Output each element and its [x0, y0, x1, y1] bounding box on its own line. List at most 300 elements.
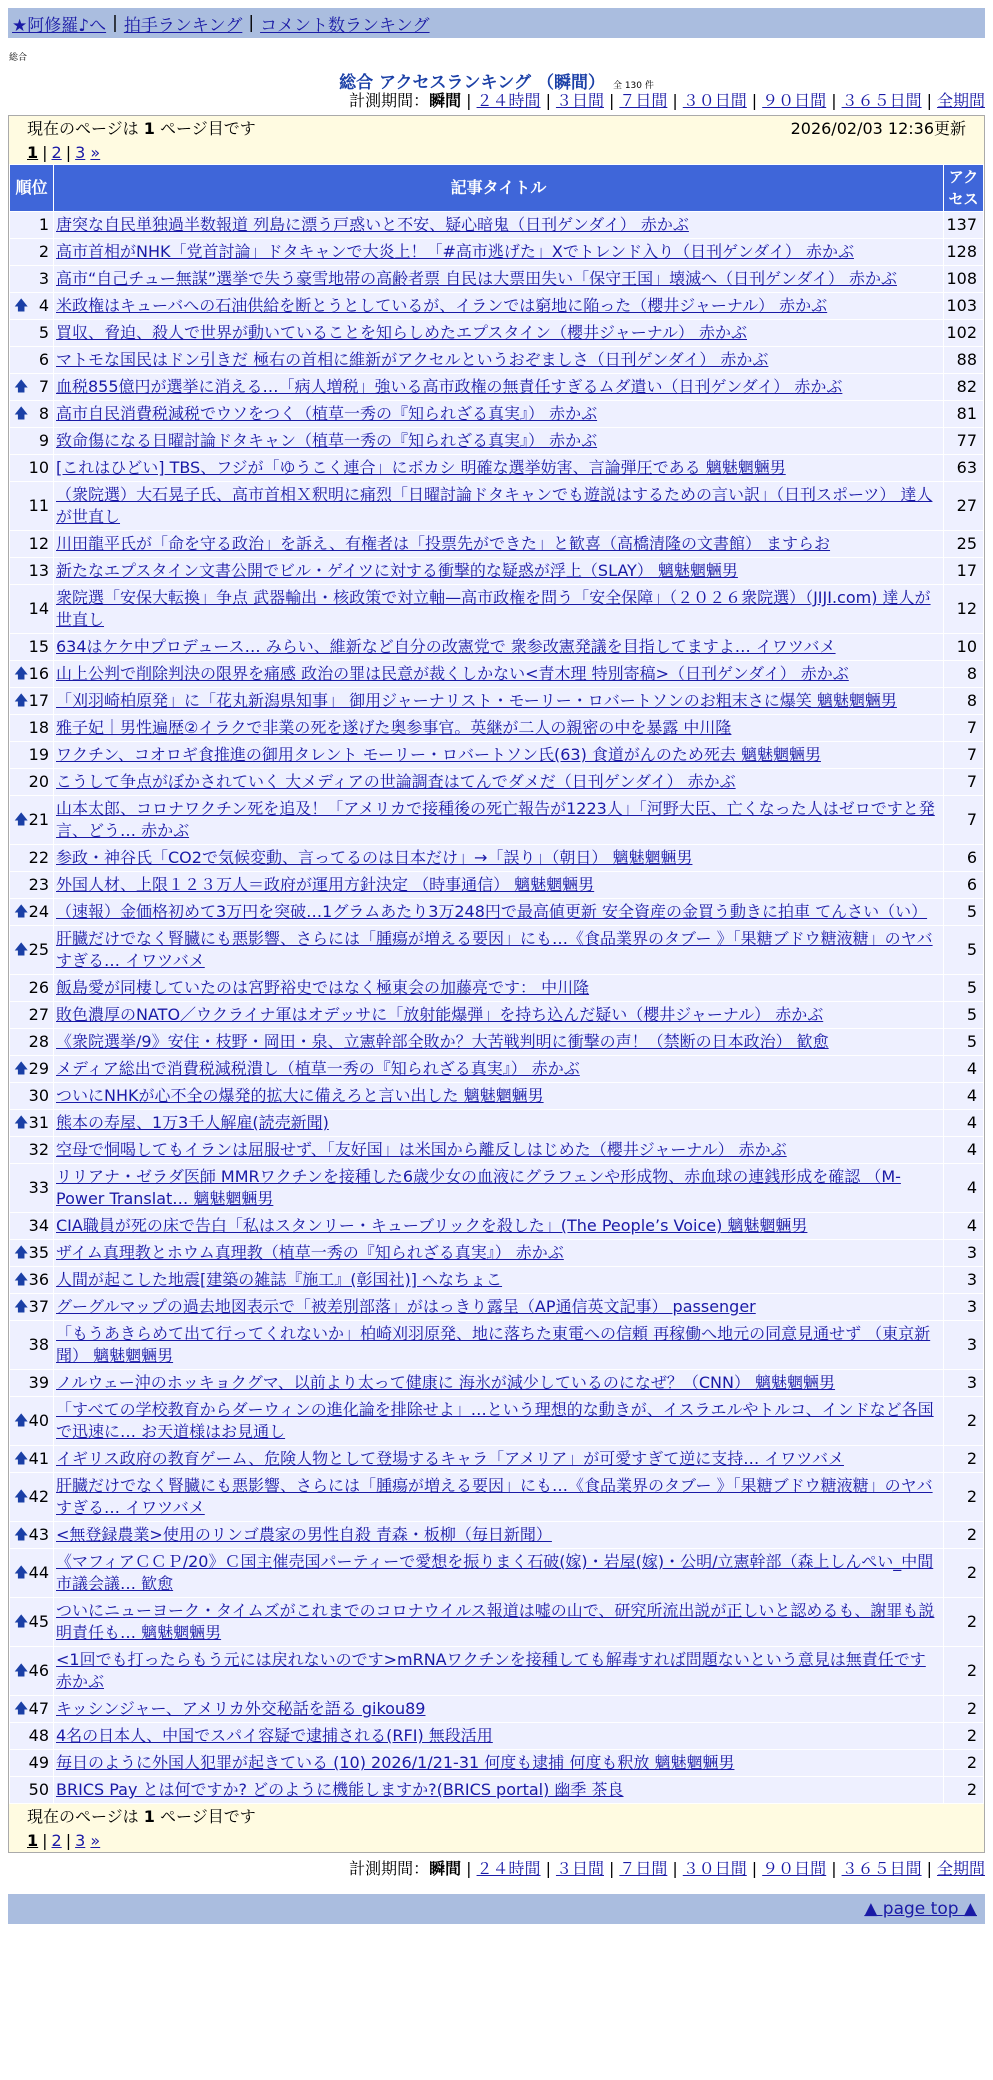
article-link[interactable]: 山上公判で削除判決の限界を痛感 政治の罪は民意が裁くしかない<青木理 特別寄稿>（日刊ゲンダイ） 赤かぶ [56, 664, 849, 683]
access-count: 102 [944, 320, 984, 347]
table-row [10, 1397, 984, 1446]
table-row [10, 1294, 984, 1321]
period-link[interactable]: 全期間 [936, 1859, 985, 1878]
arrow-up-icon: 🡅 [14, 1489, 29, 1505]
rank-cell [10, 293, 54, 320]
article-link[interactable]: こうして争点がぼかされていく 大メディアの世論調査はてんでダメだ（日刊ゲンダイ） 赤かぶ [56, 772, 736, 791]
rank-cell [10, 769, 54, 796]
rank-number: 30 [28, 1086, 49, 1105]
rank-cell [10, 428, 54, 455]
page-info-suffix: ページ目です [154, 119, 256, 138]
arrow-up-icon: 🡅 [14, 1272, 29, 1288]
period-link[interactable]: ９０日間 [762, 91, 827, 110]
title-cell [54, 688, 944, 715]
article-link[interactable]: 致命傷になる日曜討論ドタキャン（植草一秀の『知られざる真実』） 赤かぶ [56, 431, 598, 450]
access-count: 4 [944, 1110, 984, 1137]
article-link[interactable]: 山本太郎、コロナワクチン死を追及！「アメリカで接種後の死亡報告が1223人」「河野大臣、亡くなった人はゼロですと発言、どう… 赤かぶ [56, 799, 935, 840]
period-link[interactable]: ３０日間 [682, 91, 747, 110]
access-count: 4 [944, 1056, 984, 1083]
rank-cell [10, 661, 54, 688]
table-row [10, 1522, 984, 1549]
table-row [10, 1110, 984, 1137]
article-link[interactable]: 「刈羽崎柏原発」に「花丸新潟県知事」 御用ジャーナリスト・モーリー・ロバートソンのお粗末さに爆笑 魑魅魍魎男 [56, 691, 897, 710]
rank-number: 18 [28, 718, 49, 737]
title-cell [54, 1696, 944, 1723]
access-count: 128 [944, 239, 984, 266]
access-count: 8 [944, 688, 984, 715]
period-link[interactable]: ７日間 [619, 91, 668, 110]
table-row [10, 1267, 984, 1294]
table-row [10, 1002, 984, 1029]
rank-number: 33 [28, 1178, 49, 1197]
article-link[interactable]: 高市自民消費税減税でウソをつく（植草一秀の『知られざる真実』） 赤かぶ [56, 404, 598, 423]
rank-cell [10, 1294, 54, 1321]
rank-cell [10, 742, 54, 769]
table-row [10, 1321, 984, 1370]
article-link[interactable]: グーグルマップの過去地図表示で「被差別部落」がはっきり露呈（AP通信英文記事） passenger [56, 1297, 756, 1316]
article-link[interactable]: 新たなエプスタイン文書公開でビル・ゲイツに対する衝撃的な疑惑が浮上（SLAY） 魑魅魍魎男 [56, 561, 738, 580]
table-row [10, 558, 984, 585]
next-page-link[interactable]: » [90, 143, 101, 162]
access-count: 4 [944, 1137, 984, 1164]
arrow-up-icon: 🡅 [14, 1115, 29, 1131]
rank-cell [10, 1002, 54, 1029]
table-row [10, 428, 984, 455]
page-link[interactable]: 3 [75, 1831, 86, 1850]
period-separator: | [545, 1859, 551, 1878]
page-top-link[interactable]: ▲ page top ▲ [864, 1899, 977, 1919]
ranking-box [8, 115, 985, 1853]
table-row [10, 239, 984, 266]
title-cell [54, 239, 944, 266]
clap-ranking-link[interactable]: 拍手ランキング [123, 15, 243, 36]
period-separator: | [672, 1859, 678, 1878]
article-link[interactable]: 「すべての学校教育からダーウィンの進化論を排除せよ」…という理想的な動きが、イスラエルやトルコ、インドなど各国で迅速に… お天道様はお見通し [56, 1400, 934, 1441]
rank-cell [10, 1522, 54, 1549]
access-count: 137 [944, 212, 984, 239]
table-row [10, 1723, 984, 1750]
page-info-row [9, 116, 984, 142]
rank-number: 49 [28, 1753, 49, 1772]
access-count: 7 [944, 742, 984, 769]
rank-cell [10, 1549, 54, 1598]
rank-number: 20 [28, 772, 49, 791]
period-link[interactable]: ３日間 [555, 91, 604, 110]
title-cell [54, 742, 944, 769]
arrow-up-icon: 🡅 [14, 379, 29, 395]
title-cell [54, 1240, 944, 1267]
article-link[interactable]: 肝臓だけでなく腎臓にも悪影響、さらには「腫瘍が増える要因」にも…《食品業界のタブー 》「果糖ブドウ糖液糖」のヤバすぎる… イワツバメ [56, 1476, 933, 1517]
arrow-up-icon: 🡅 [14, 1245, 29, 1261]
access-count: 7 [944, 769, 984, 796]
table-row [10, 872, 984, 899]
rank-cell [10, 266, 54, 293]
title-cell [54, 715, 944, 742]
article-link[interactable]: CIA職員が死の床で告白「私はスタンリー・キューブリックを殺した」(The People’s Voice) 魑魅魍魎男 [56, 1216, 808, 1235]
rank-number: 35 [28, 1243, 49, 1262]
access-count: 2 [944, 1750, 984, 1777]
article-link[interactable]: 雅子妃｜男性遍歴②イラクで非業の死を遂げた奥参事官。英継が二人の親密の中を暴露 中川隆 [56, 718, 732, 737]
article-link[interactable]: 外国人材、上限１２３万人＝政府が運用方針決定 （時事通信） 魑魅魍魎男 [56, 875, 595, 894]
footer-bar [8, 1894, 985, 1924]
period-link[interactable]: ９０日間 [762, 1859, 827, 1878]
title-cell [54, 1056, 944, 1083]
access-count: 2 [944, 1777, 984, 1804]
rank-cell [10, 845, 54, 872]
article-link[interactable]: キッシンジャー、アメリカ外交秘話を語る gikou89 [56, 1699, 426, 1718]
rank-number: 32 [28, 1140, 49, 1159]
period-separator: | [926, 91, 932, 110]
article-link[interactable]: 高市“自己チュー無謀”選挙で失う豪雪地帯の高齢者票 自民は大票田失い「保守王国」壊滅へ（日刊ゲンダイ） 赤かぶ [56, 269, 897, 288]
rank-number: 22 [28, 848, 49, 867]
next-page-link[interactable]: » [90, 1831, 101, 1850]
arrow-up-icon: 🡅 [14, 942, 29, 958]
article-link[interactable]: 人間が起こした地震[建築の雑誌『施工』(彰国社)] へなちょこ [56, 1270, 503, 1289]
article-link[interactable]: 飯島愛が同棲していたのは宮野裕史ではなく極東会の加藤亮です： 中川隆 [56, 978, 590, 997]
period-link[interactable]: 全期間 [936, 91, 985, 110]
access-count: 5 [944, 1029, 984, 1056]
article-link[interactable]: ノルウェー沖のホッキョクグマ、以前より太って健康に 海氷が減少しているのになぜ？（CNN） 魑魅魍魎男 [56, 1373, 836, 1392]
arrow-up-icon: 🡅 [14, 1701, 29, 1717]
access-count: 5 [944, 975, 984, 1002]
access-count: 7 [944, 796, 984, 845]
access-count: 5 [944, 899, 984, 926]
article-link[interactable]: リリアナ・ゼラダ医師 MMRワクチンを接種した6歳少女の血液にグラフェンや形成物、赤血球の連銭形成を確認 （M-Power Translat… 魑魅魍魎男 [56, 1167, 901, 1208]
category-label: 総合 [9, 53, 28, 63]
rank-cell [10, 374, 54, 401]
rank-number: 6 [38, 350, 49, 369]
title-cell [54, 1598, 944, 1647]
access-count: 2 [944, 1696, 984, 1723]
page-current: 1 [27, 143, 39, 162]
table-row [10, 661, 984, 688]
article-link[interactable]: 衆院選「安保大転換」争点 武器輸出・核政策で対立軸—高市政権を問う「安全保障」（２０２６衆院選）（JIJI.com) 達人が世直し [56, 588, 931, 629]
rank-number: 26 [28, 978, 49, 997]
title-cell [54, 1549, 944, 1598]
rank-number: 31 [28, 1113, 49, 1132]
page-title-row [0, 68, 993, 93]
arrow-up-icon: 🡅 [14, 904, 29, 920]
table-row [10, 769, 984, 796]
page-title: 総合 アクセスランキング （瞬間） [339, 73, 605, 93]
table-row [10, 320, 984, 347]
rank-cell [10, 1240, 54, 1267]
article-link[interactable]: （速報）金価格初めて3万円を突破…1グラムあたり3万248円で最高値更新 安全資産の金買う動きに拍車 てんさい（い） [56, 902, 928, 921]
article-link[interactable]: ワクチン、コオロギ食推進の御用タレント モーリー・ロバートソン氏(63) 食道がんのため死去 魑魅魍魎男 [56, 745, 821, 764]
title-cell [54, 531, 944, 558]
period-separator: | [545, 91, 551, 110]
rank-number: 10 [28, 458, 49, 477]
period-link[interactable]: ３６５日間 [841, 91, 922, 110]
rank-number: 28 [28, 1032, 49, 1051]
table-row [10, 1029, 984, 1056]
title-cell [54, 1397, 944, 1446]
table-row [10, 715, 984, 742]
access-count: 6 [944, 872, 984, 899]
table-row [10, 212, 984, 239]
period-separator: | [466, 1859, 472, 1878]
article-link[interactable]: ついにNHKが心不全の爆発的拡大に備えろと言い出した 魑魅魍魎男 [56, 1086, 544, 1105]
rank-number: 1 [38, 215, 49, 234]
article-link[interactable]: [これはひどい] TBS、フジが「ゆうこく連合」にボカシ 明確な選挙妨害、言論弾圧である 魑魅魍魎男 [56, 458, 786, 477]
article-link[interactable]: <無登録農業>使用のリンゴ農家の男性自殺 青森・板柳（毎日新聞） [56, 1525, 552, 1544]
access-count: 3 [944, 1321, 984, 1370]
rank-cell [10, 796, 54, 845]
title-cell [54, 1002, 944, 1029]
table-row [10, 845, 984, 872]
access-count: 4 [944, 1164, 984, 1213]
title-cell [54, 845, 944, 872]
rank-cell [10, 1083, 54, 1110]
rank-number: 46 [28, 1661, 49, 1680]
article-link[interactable]: 米政権はキューバへの石油供給を断とうとしているが、イランでは窮地に陥った（櫻井ジャーナル） 赤かぶ [56, 296, 828, 315]
page-info-prefix: 現在のページは [27, 1807, 144, 1826]
table-row [10, 742, 984, 769]
title-cell [54, 1321, 944, 1370]
access-count: 2 [944, 1647, 984, 1696]
pagination-top [9, 142, 984, 164]
rank-cell [10, 1696, 54, 1723]
table-row [10, 1056, 984, 1083]
article-link[interactable]: 高市首相がNHK「党首討論」ドタキャンで大炎上！「#高市逃げた」Xでトレンド入り（日刊ゲンダイ） 赤かぶ [56, 242, 854, 261]
title-cell [54, 926, 944, 975]
table-row [10, 926, 984, 975]
table-row [10, 634, 984, 661]
rank-cell [10, 1029, 54, 1056]
rank-cell [10, 715, 54, 742]
rank-number: 7 [38, 377, 49, 396]
title-cell [54, 1164, 944, 1213]
article-link[interactable]: 「もうあきらめて出て行ってくれないか」柏崎刈羽原発、地に落ちた東電への信頼 再稼働へ地元の同意見通せず （東京新聞） 魑魅魍魎男 [56, 1324, 931, 1365]
rank-number: 19 [28, 745, 49, 764]
page-link[interactable]: 3 [75, 143, 86, 162]
nav-separator: | [248, 13, 255, 33]
access-count: 2 [944, 1549, 984, 1598]
article-link[interactable]: イギリス政府の教育ゲーム、危険人物として登場するキャラ「アメリア」が可愛すぎて逆に支持… イワツバメ [56, 1449, 844, 1468]
home-link[interactable]: ★阿修羅♪へ [12, 15, 107, 36]
access-count: 5 [944, 1002, 984, 1029]
rank-number: 15 [28, 637, 49, 656]
rank-cell [10, 634, 54, 661]
access-count: 108 [944, 266, 984, 293]
arrow-up-icon: 🡅 [14, 666, 29, 682]
table-row [10, 347, 984, 374]
title-cell [54, 1110, 944, 1137]
rank-cell [10, 558, 54, 585]
rank-cell [10, 320, 54, 347]
rank-number: 38 [28, 1335, 49, 1354]
article-link[interactable]: 川田龍平氏が「命を守る政治」を訴え、有権者は「投票先ができた」と歓喜（高橋清隆の文書館） ますらお [56, 534, 831, 553]
page-link[interactable]: 2 [51, 143, 62, 162]
table-row [10, 1083, 984, 1110]
rank-cell [10, 1723, 54, 1750]
page-current: 1 [27, 1831, 39, 1850]
rank-number: 43 [28, 1525, 49, 1544]
title-cell [54, 1777, 944, 1804]
rank-number: 29 [28, 1059, 49, 1078]
title-cell [54, 661, 944, 688]
rank-number: 36 [28, 1270, 49, 1289]
page-link[interactable]: 2 [51, 1831, 62, 1850]
title-cell [54, 899, 944, 926]
access-count: 2 [944, 1446, 984, 1473]
period-link[interactable]: ７日間 [619, 1859, 668, 1878]
access-count: 81 [944, 401, 984, 428]
period-link[interactable]: ２４時間 [476, 91, 541, 110]
title-cell [54, 1446, 944, 1473]
rank-header: 順位 [10, 165, 54, 212]
access-count: 7 [944, 715, 984, 742]
title-cell [54, 1750, 944, 1777]
period-label: 計測期間： [349, 91, 430, 110]
table-row [10, 374, 984, 401]
rank-number: 27 [28, 1005, 49, 1024]
table-row [10, 688, 984, 715]
rank-number: 25 [28, 940, 49, 959]
period-selector-bottom [0, 1858, 985, 1880]
access-count: 4 [944, 1083, 984, 1110]
table-row [10, 1213, 984, 1240]
rank-number: 4 [38, 296, 49, 315]
period-link[interactable]: ２４時間 [476, 1859, 541, 1878]
article-link[interactable]: 空母で恫喝してもイランは屈服せず、「友好国」は米国から離反しはじめた（櫻井ジャーナル） 赤かぶ [56, 1140, 787, 1159]
rank-number: 9 [38, 431, 49, 450]
updated-timestamp: 2026/02/03 12:36更新 [790, 119, 966, 138]
page-info-row-bottom [9, 1804, 984, 1830]
period-separator: | [831, 1859, 837, 1878]
rank-cell [10, 212, 54, 239]
table-row [10, 1549, 984, 1598]
article-link[interactable]: 毎日のように外国人犯罪が起きている (10) 2026/1/21-31 何度も逮捕 何度も釈放 魑魅魍魎男 [56, 1753, 735, 1772]
title-cell [54, 482, 944, 531]
rank-number: 44 [28, 1563, 49, 1582]
title-cell [54, 320, 944, 347]
article-link[interactable]: ついにニューヨーク・タイムズがこれまでのコロナウイルス報道は嘘の山で、研究所流出説が正しいと認めるも、謝罪も説明責任も… 魑魅魍魎男 [56, 1601, 935, 1642]
total-count: 全 130 件 [612, 81, 654, 91]
rank-cell [10, 1370, 54, 1397]
ranking-table [9, 164, 984, 1804]
access-count: 82 [944, 374, 984, 401]
article-link[interactable]: メディア総出で消費税減税潰し（植草一秀の『知られざる真実』） 赤かぶ [56, 1059, 580, 1078]
title-cell [54, 634, 944, 661]
article-link[interactable]: 《衆院選挙/9》安住・枝野・岡田・泉、立憲幹部全敗か？大苦戦判明に衝撃の声！（禁断の日本政治） 歓愈 [56, 1032, 829, 1051]
arrow-up-icon: 🡅 [14, 1663, 29, 1679]
article-link[interactable]: ザイム真理教とホウム真理教（植草一秀の『知られざる真実』） 赤かぶ [56, 1243, 564, 1262]
access-count: 3 [944, 1370, 984, 1397]
rank-cell [10, 926, 54, 975]
rank-cell [10, 1321, 54, 1370]
title-cell [54, 769, 944, 796]
rank-number: 2 [38, 242, 49, 261]
access-count: 2 [944, 1397, 984, 1446]
rank-cell [10, 1446, 54, 1473]
rank-cell [10, 1750, 54, 1777]
article-link[interactable]: <1回でも打ったらもう元には戻れないのです>mRNAワクチンを接種しても解毒すれば問題ないという意見は無責任です 赤かぶ [56, 1650, 926, 1691]
period-separator: | [751, 1859, 758, 1878]
title-cell [54, 1137, 944, 1164]
access-header: アクセス [944, 165, 984, 212]
rank-cell [10, 531, 54, 558]
article-link[interactable]: 634はケケ中プロデュース… みらい、維新など自分の改憲党で 衆参改憲発議を目指してますよ… イワツバメ [56, 637, 836, 656]
arrow-up-icon: 🡅 [14, 1451, 29, 1467]
rank-cell [10, 1397, 54, 1446]
rank-number: 50 [28, 1780, 49, 1799]
period-separator: | [608, 91, 615, 110]
title-header: 記事タイトル [54, 165, 944, 212]
rank-number: 41 [28, 1449, 49, 1468]
page-separator: | [42, 1831, 48, 1850]
article-link[interactable]: 熊本の寿屋、1万3千人解雇(読売新聞) [56, 1113, 329, 1132]
rank-cell [10, 1164, 54, 1213]
period-separator: | [926, 1859, 932, 1878]
comment-ranking-link[interactable]: コメント数ランキング [260, 15, 430, 36]
rank-cell [10, 1137, 54, 1164]
table-row [10, 1137, 984, 1164]
title-cell [54, 796, 944, 845]
article-link[interactable]: 唐突な自民単独過半数報道 列島に漂う戸惑いと不安、疑心暗鬼（日刊ゲンダイ） 赤かぶ [56, 215, 689, 234]
title-cell [54, 1370, 944, 1397]
article-link[interactable]: 肝臓だけでなく腎臓にも悪影響、さらには「腫瘍が増える要因」にも…《食品業界のタブー 》「果糖ブドウ糖液糖」のヤバすぎる… イワツバメ [56, 929, 933, 970]
period-link[interactable]: ３０日間 [682, 1859, 747, 1878]
rank-number: 39 [28, 1373, 49, 1392]
article-link[interactable]: 血税855億円が選挙に消える…「病人増税」強いる高市政権の無責任すぎるムダ遣い（日刊ゲンダイ） 赤かぶ [56, 377, 843, 396]
table-row [10, 1598, 984, 1647]
title-cell [54, 1083, 944, 1110]
access-count: 3 [944, 1294, 984, 1321]
table-row [10, 293, 984, 320]
article-link[interactable]: 敗色濃厚のNATO／ウクライナ軍はオデッサに「放射能爆弾」を持ち込んだ疑い（櫻井ジャーナル） 赤かぶ [56, 1005, 824, 1024]
article-link[interactable]: 参政・神谷氏「CO2で気候変動、言ってるのは日本だけ」→「誤り」（朝日） 魑魅魍魎男 [56, 848, 693, 867]
access-count: 2 [944, 1723, 984, 1750]
rank-cell [10, 1473, 54, 1522]
rank-number: 5 [38, 323, 49, 342]
table-row [10, 531, 984, 558]
access-count: 25 [944, 531, 984, 558]
rank-cell [10, 688, 54, 715]
rank-number: 23 [28, 875, 49, 894]
title-cell [54, 293, 944, 320]
rank-number: 34 [28, 1216, 49, 1235]
article-link[interactable]: 4名の日本人、中国でスパイ容疑で逮捕される(RFI) 無段活用 [56, 1726, 493, 1745]
article-link[interactable]: BRICS Pay とは何ですか? どのように機能しますか?(BRICS portal) 幽季 茶良 [56, 1780, 624, 1799]
page-separator: | [42, 143, 48, 162]
access-count: 10 [944, 634, 984, 661]
title-cell [54, 374, 944, 401]
page-info-current: 1 [143, 1807, 155, 1826]
rank-number: 48 [28, 1726, 49, 1745]
nav-separator: | [112, 13, 118, 33]
access-count: 12 [944, 585, 984, 634]
article-link[interactable]: マトモな国民はドン引きだ 極右の首相に維新がアクセルというおぞましさ（日刊ゲンダイ） 赤かぶ [56, 350, 769, 369]
period-link[interactable]: ３日間 [555, 1859, 604, 1878]
access-count: 4 [944, 1213, 984, 1240]
article-link[interactable]: （衆院選）大石晃子氏、高市首相Ｘ釈明に痛烈「日曜討論ドタキャンでも遊説はするための言い訳」（日刊スポーツ） 達人が世直し [56, 485, 933, 526]
title-cell [54, 212, 944, 239]
table-row [10, 1750, 984, 1777]
title-cell [54, 975, 944, 1002]
access-count: 3 [944, 1267, 984, 1294]
table-row [10, 1777, 984, 1804]
table-row [10, 1240, 984, 1267]
arrow-up-icon: 🡅 [14, 1614, 29, 1630]
article-link[interactable]: 買収、脅迫、殺人で世界が動いていることを知らしめたエプスタイン（櫻井ジャーナル） 赤かぶ [56, 323, 748, 342]
title-cell [54, 1522, 944, 1549]
page-info-suffix: ページ目です [154, 1807, 256, 1826]
article-link[interactable]: 《マフィアＣＣＰ/20》Ｃ国主催売国パーティーで愛想を振りまく石破(嫁)・岩屋(嫁)・公明/立憲幹部（森上しんぺい_中間市議会議… 歓愈 [56, 1552, 934, 1593]
period-link[interactable]: ３６５日間 [841, 1859, 922, 1878]
rank-number: 11 [28, 496, 49, 515]
title-cell [54, 401, 944, 428]
